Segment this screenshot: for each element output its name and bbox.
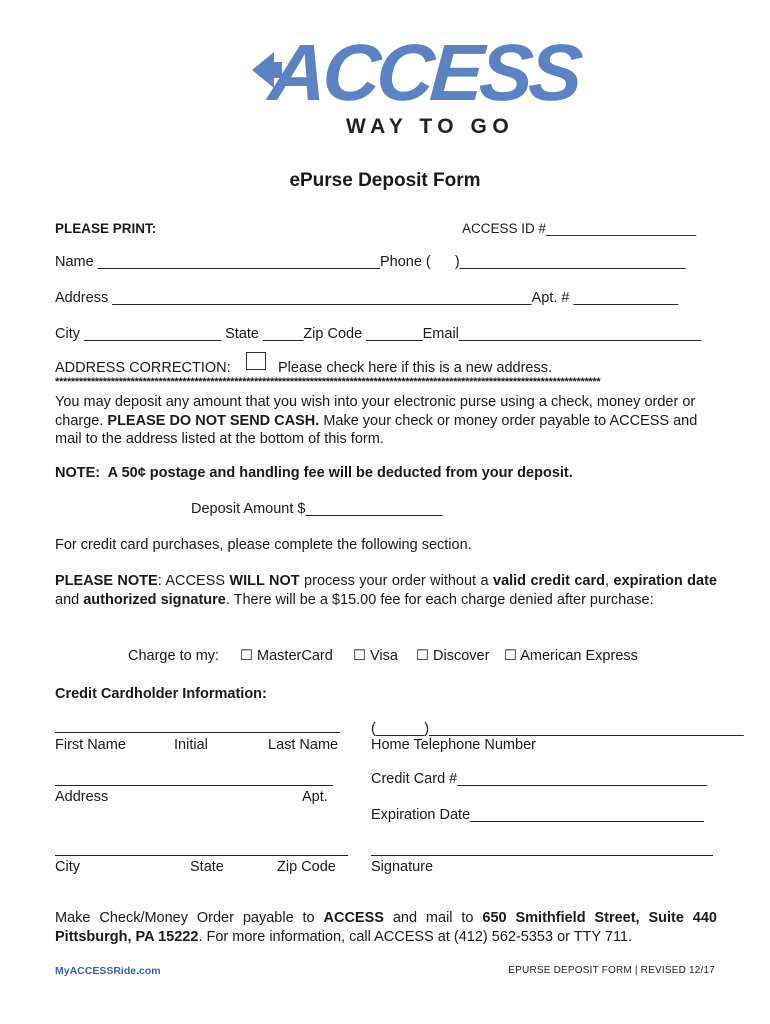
deposit-text-1: You may deposit any amount that you wish into your electronic purse using a check, money order or charge. [55,394,696,429]
address-correction-text: Please check here if this is a new address. [278,360,553,376]
note-text: process your order without a [299,573,493,589]
last-name-label: Last Name [268,737,339,753]
home-phone-field[interactable]: (______)_______________________________________ [371,721,744,737]
expiration-field[interactable]: Expiration Date_____________________________ [371,807,704,823]
discover-option[interactable]: ☐ Discover [416,648,490,664]
note-text: . There will be a $15.00 fee for each charge denied after purchase: [225,591,654,608]
address-line[interactable] [55,785,333,786]
mail-text: and mail to [383,910,483,926]
note-text: , [605,573,614,589]
mail-address: 650 Smithfield Street, Suite 440 Pittsburgh, PA 15222 [55,910,717,945]
note-bold: WILL NOT [229,573,300,589]
signature-line[interactable] [371,855,713,856]
city-line[interactable] [55,855,348,856]
website-link[interactable]: MyACCESSRide.com [55,965,161,977]
visa-option[interactable]: ☐ Visa [353,648,398,664]
charge-to-label: Charge to my: [128,648,220,664]
logo-tagline: WAY TO GO [346,115,515,138]
svg-text:ACCESS: ACCESS [266,27,582,117]
please-note-label: PLEASE NOTE [55,573,158,589]
new-address-checkbox[interactable] [246,352,266,370]
state-label: State [190,859,224,875]
mail-bold: ACCESS [323,910,384,926]
note-text: and [55,591,84,608]
deposit-instructions [55,393,717,449]
page-title: ePurse Deposit Form [289,170,481,191]
name-line[interactable] [55,732,340,733]
access-wordmark-image [252,27,582,117]
credit-intro: For credit card purchases, please complete the following section. [55,537,472,553]
first-name-label: First Name [55,737,126,753]
mastercard-option[interactable]: ☐ MasterCard [240,648,333,664]
form-revision: EPURSE DEPOSIT FORM | REVISED 12/17 [508,965,715,976]
note-text: : ACCESS [157,573,230,589]
fee-note: NOTE: A 50¢ postage and handling fee will be deducted from your deposit. [55,465,573,481]
deposit-amount-field[interactable]: Deposit Amount $_________________ [191,501,443,517]
mail-text: Make Check/Money Order payable to [55,910,324,926]
signature-label: Signature [371,859,434,875]
city-label: City [55,859,80,875]
initial-label: Initial [174,737,208,753]
cardholder-heading: Credit Cardholder Information: [55,686,267,702]
zip-label: Zip Code [277,859,336,875]
note-bold: expiration date [613,573,717,589]
mail-text: . For more information, call ACCESS at (412) 562-5353 or TTY 711. [198,928,633,945]
home-phone-label: Home Telephone Number [371,737,536,753]
name-phone-field[interactable]: Name ___________________________________Phone ( )____________________________ [55,254,686,270]
deposit-text-2: Make your check or money order payable to ACCESS and mail to the address listed at the bottom of this form. [55,412,698,447]
please-print-label: PLEASE PRINT: [55,221,157,236]
city-state-zip-email-field[interactable]: City _________________ State _____Zip Code _______Email______________________________ [55,326,701,342]
address-apt-field[interactable]: Address ____________________________________________________Apt. # _____________ [55,290,679,306]
credit-card-field[interactable]: Credit Card #_______________________________ [371,771,708,787]
separator-line: ***************************************************************************************************************************************** [55,376,601,388]
amex-option[interactable]: ☐ American Express [504,648,638,664]
no-cash-warning: PLEASE DO NOT SEND CASH. [107,412,320,429]
please-note-paragraph [55,572,717,609]
note-bold: valid credit card [493,573,605,589]
mail-instructions [55,909,717,946]
note-bold: authorized signature [83,591,226,608]
address-correction-label: ADDRESS CORRECTION: [55,360,231,376]
access-id-field[interactable]: ACCESS ID #____________________ [462,221,697,236]
apt-label: Apt. [302,789,328,805]
address-label: Address [55,789,109,805]
